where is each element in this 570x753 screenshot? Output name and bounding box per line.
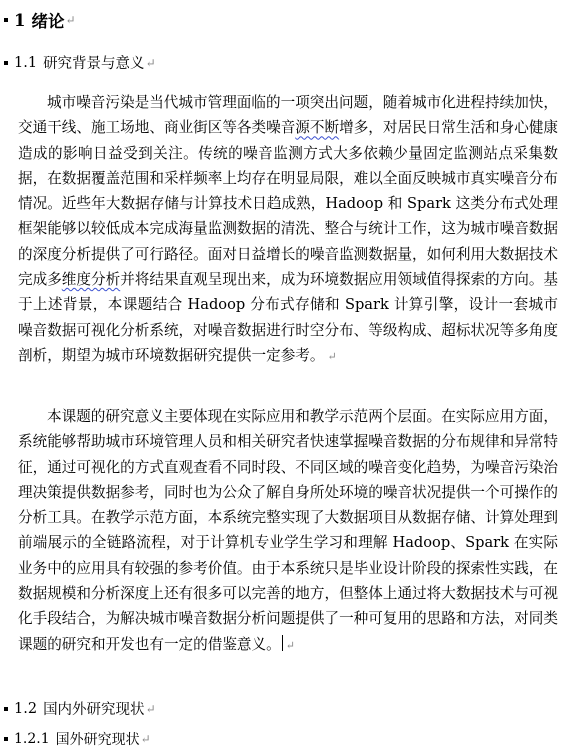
heading-bullet-icon — [4, 18, 8, 22]
subsection-heading-1-2-1 — [4, 729, 151, 749]
paragraph-mark-icon: ↵ — [285, 638, 295, 652]
subsection-title: 国外研究现状 — [55, 732, 140, 748]
section-heading-1-1 — [4, 52, 156, 73]
significance-paragraph[interactable] — [18, 404, 558, 658]
section-title: 国内外研究现状 — [43, 702, 145, 718]
heading-bullet-icon — [4, 61, 8, 65]
section-title: 研究背景与意义 — [43, 56, 145, 72]
paragraph-mark-icon: ↵ — [327, 349, 337, 363]
paragraph-text: 并将结果直观呈现出来，成为环境数据应用领域值得探索的方向。基于上述背景，本课题结合 Hadoop 分布式存储和 Spark 计算引擎，设计一套城市噪音数据可视化分析系统，对噪音数据进行时空分布、等级构成、超标状况等多角度剖析，期望为城市环境数据研究提供一定参考。 — [18, 271, 559, 364]
text-cursor-icon — [282, 635, 283, 651]
paragraph-mark-icon: ↵ — [65, 13, 76, 27]
heading-bullet-icon — [4, 737, 8, 741]
paragraph-text: 本课题的研究意义主要体现在实际应用和教学示范两个层面。在实际应用方面，系统能够帮助城市环境管理人员和相关研究者快速掌握噪音数据的分布规律和异常特征，通过可视化的方式直观查看不同时段、不同区域的噪音变化趋势，为噪音污染治理决策提供数据参考，同时也为公众了解自身所处环境的噪音状况提供一个可操作的分析工具。在教学示范方面，本系统完整实现了大数据项目从数据存储、计算处理到前端展示的全链路流程，对于计算机专业学生学习和理解 Hadoop、Spark 在实际业务中的应用具有较强的参考价值。由于本系统只是毕业设计阶段的探索性实践，在数据规模和分析深度上还有很多可以完善的地方，但整体上通过将大数据技术与可视化手段结合，为解决城市噪音数据分析问题提供了一种可复用的思路和方法，对同类课题的研究和开发也有一定的借鉴意义。 — [18, 408, 558, 653]
background-paragraph[interactable] — [18, 90, 558, 369]
subsection-number: 1.2.1 — [14, 731, 50, 747]
paragraph-mark-icon: ↵ — [145, 55, 156, 70]
paragraph-text: 增多，对居民日常生活和身心健康造成的影响日益受到关注。传统的噪音监测方式大多依赖少量固定监测站点采集数据，在数据覆盖范围和采样频率上均存在明显局限，难以全面反映城市真实噪音分布情况。近些年大数据存储与计算技术日趋成熟，Hadoop 和 Spark 这类分布式处理框架能够以较低成本完成海量监测数据的清洗、整合与统计工作，这为城市噪音数据的深度分析提供了可行路径。面对日益增长的噪音监测数据量，如何利用大数据技术完成多 — [18, 119, 559, 289]
section-heading-1-2 — [4, 698, 156, 719]
chapter-number: 1 — [14, 10, 26, 30]
heading-bullet-icon — [4, 707, 8, 711]
chapter-title: 绪论 — [31, 12, 65, 31]
paragraph-mark-icon: ↵ — [140, 732, 151, 746]
chapter-heading — [4, 8, 76, 32]
paragraph-text: 城市噪音污染是当代城市管理面临的一项突出问题，随着城市化进程持续加快，交通干线、施工场地、商业街区等各类噪音 — [18, 94, 558, 137]
spellcheck-underlined-text[interactable]: 源不断 — [295, 119, 340, 137]
paragraph-mark-icon: ↵ — [145, 701, 156, 716]
section-number: 1.2 — [14, 700, 38, 717]
spellcheck-underlined-text[interactable]: 维度分析 — [61, 271, 121, 289]
section-number: 1.1 — [14, 54, 38, 71]
